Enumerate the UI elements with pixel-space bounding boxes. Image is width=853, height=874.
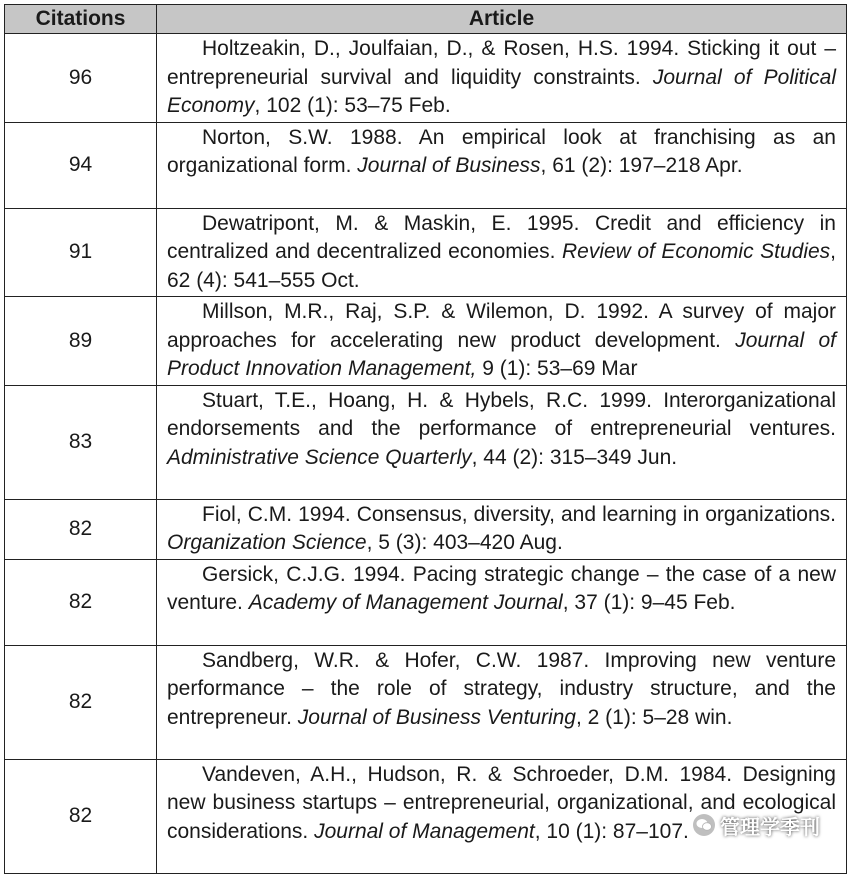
article-journal: Review of Economic Studies	[561, 240, 831, 263]
citations-table	[4, 4, 847, 874]
article-cell	[157, 34, 847, 123]
citation-count: 89	[5, 297, 157, 386]
article-authors-title: Vandeven, A.H., Hudson, R. & Schroeder, D.M. 1984. Designing new business startups – entrepreneurial, organizational, and ecological considerations.	[167, 762, 836, 843]
citation-count: 82	[5, 559, 157, 645]
table-row	[5, 645, 847, 759]
article-journal: Academy of Management Journal	[248, 591, 563, 614]
article-cell	[157, 208, 847, 297]
citation-count: 82	[5, 759, 157, 873]
watermark	[693, 813, 820, 837]
article-authors-title: Stuart, T.E., Hoang, H. & Hybels, R.C. 1999. Interorganizational endorsements and the performance of entrepreneurial ventures.	[167, 388, 836, 440]
article-details: , 5 (3): 403–420 Aug.	[366, 531, 563, 554]
article-details: , 2 (1): 5–28 win.	[576, 705, 733, 729]
article-authors-title: Gersick, C.J.G. 1994. Pacing strategic change – the case of a new venture.	[167, 562, 836, 614]
article-authors-title: Sandberg, W.R. & Hofer, C.W. 1987. Improving new venture performance – the role of strategy, industry structure, and the entrepreneur.	[167, 648, 836, 729]
article-details: , 44 (2): 315–349 Jun.	[471, 445, 678, 469]
table-row	[5, 34, 847, 123]
article-reference	[167, 124, 836, 181]
article-reference	[167, 210, 836, 296]
article-cell	[157, 297, 847, 386]
wechat-logo-icon	[693, 814, 715, 836]
table-row	[5, 208, 847, 297]
citations-header: Citations	[5, 5, 157, 34]
article-details: , 102 (1): 53–75 Feb.	[254, 94, 451, 117]
article-reference	[167, 561, 836, 618]
citation-count: 91	[5, 208, 157, 297]
article-cell	[157, 385, 847, 499]
citation-count: 83	[5, 385, 157, 499]
article-details: , 37 (1): 9–45 Feb.	[562, 591, 736, 614]
table-row	[5, 122, 847, 208]
article-details: , 62 (4): 541–555 Oct.	[167, 240, 837, 292]
citation-count: 96	[5, 34, 157, 123]
article-journal: Journal of Business Venturing	[297, 705, 576, 729]
article-journal: Journal of Product Innovation Management,	[167, 328, 836, 380]
article-reference	[167, 647, 836, 733]
article-journal: Organization Science	[167, 531, 367, 554]
article-cell	[157, 122, 847, 208]
article-cell	[157, 645, 847, 759]
article-journal: Administrative Science Quarterly	[167, 445, 472, 469]
article-authors-title: Norton, S.W. 1988. An empirical look at franchising as an organizational form.	[167, 125, 836, 177]
article-reference	[167, 35, 836, 121]
article-journal: Journal of Business	[357, 154, 541, 177]
article-details: , 10 (1): 87–107.	[534, 819, 689, 843]
article-authors-title: Fiol, C.M. 1994. Consensus, diversity, and learning in organizations.	[202, 502, 836, 526]
article-details: 9 (1): 53–69 Mar	[476, 357, 638, 380]
article-reference	[167, 387, 836, 473]
table-row	[5, 297, 847, 386]
article-header: Article	[157, 5, 847, 34]
article-details: , 61 (2): 197–218 Apr.	[540, 154, 743, 177]
citation-count: 82	[5, 499, 157, 559]
table-row	[5, 559, 847, 645]
article-reference	[167, 501, 836, 558]
article-journal: Journal of Political Economy	[167, 65, 836, 117]
article-journal: Journal of Management	[314, 819, 535, 843]
article-cell	[157, 559, 847, 645]
watermark-text: 管理学季刊	[720, 816, 820, 839]
header-row	[5, 5, 847, 34]
article-cell	[157, 499, 847, 559]
article-reference	[167, 298, 836, 384]
citation-count: 82	[5, 645, 157, 759]
article-authors-title: Holtzeakin, D., Joulfaian, D., & Rosen, H.S. 1994. Sticking it out – entrepreneurial survival and liquidity constraints.	[167, 37, 836, 89]
citation-count: 94	[5, 122, 157, 208]
table-row	[5, 385, 847, 499]
article-authors-title: Millson, M.R., Raj, S.P. & Wilemon, D. 1992. A survey of major approaches for accelerating new product development.	[167, 300, 836, 352]
wechat-bubbles-icon	[696, 818, 712, 832]
table-row	[5, 499, 847, 559]
article-authors-title: Dewatripont, M. & Maskin, E. 1995. Credit and efficiency in centralized and decentralized economies.	[167, 211, 836, 263]
